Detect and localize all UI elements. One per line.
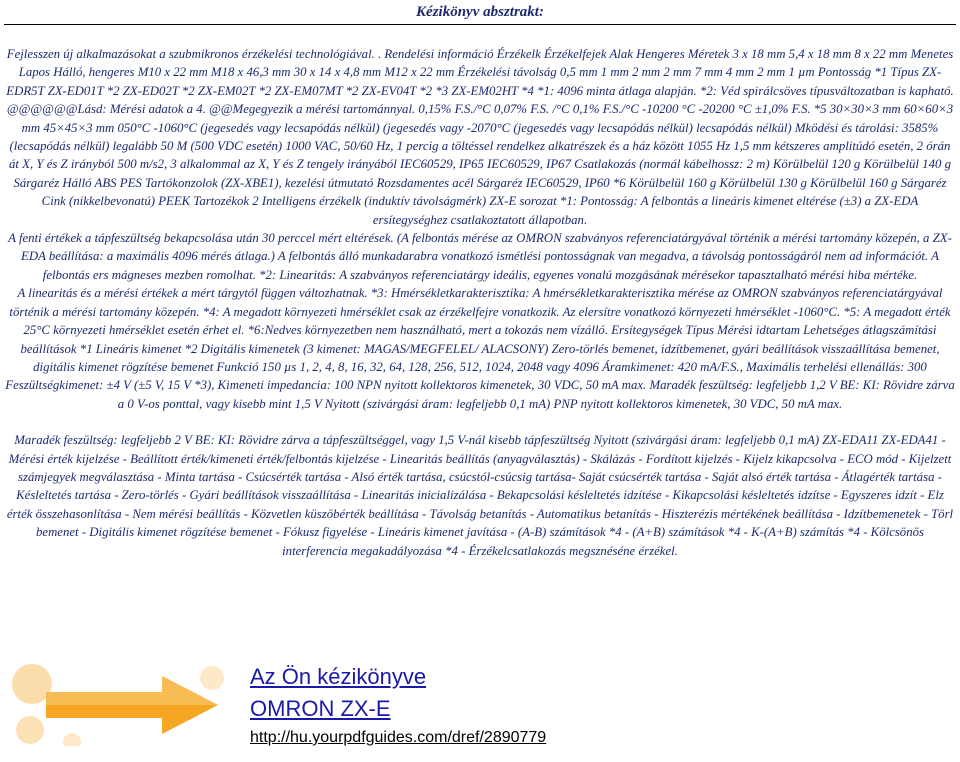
abstract-paragraph-2: A fenti értékek a tápfeszültség bekapcsolása után 30 perccel mért eltérések. (A felbontás mérése az OMRON szabványos referenciatárgyával történik a mérési tartomány közepén, a ZX-EDA beállítása: a maximális 4096 mérés átlaga.) A felbontás álló munkadarabra vonatkozó ismétlési pontosságnak van megadva, a távolság pontosságáról nem ad információt. A felbontás ers mágneses mezben romolhat. *2: Linearitás: A szabványos referenciatárgy ideális, egyenes vonalú mozgásának mérésekor tapasztalható mérési hiba mértéke.	[8, 231, 952, 282]
manual-link-product[interactable]: OMRON ZX-E	[250, 696, 391, 721]
title-divider	[4, 24, 956, 25]
manual-links	[250, 662, 546, 749]
manual-link-url[interactable]: http://hu.yourpdfguides.com/dref/2890779	[250, 729, 547, 746]
manual-page	[0, 3, 960, 762]
manual-link-title[interactable]: Az Ön kézikönyve	[250, 664, 427, 689]
guide-arrow-logo-icon	[12, 664, 238, 746]
abstract-paragraph-1: Fejlesszen új alkalmazásokat a szubmikronos érzékelési technológiával. . Rendelési információ Érzékelk Érzékelfejek Alak Hengeres Méretek 3 x 18 mm 5,4 x 18 mm 8 x 22 mm Menetes Lapos Hálló, hengeres M10 x 22 mm M18 x 46,3 mm 30 x 14 x 4,8 mm M12 x 22 mm Érzékelési távolság 0,5 mm 1 mm 2 mm 2 mm 7 mm 4 mm 2 mm 1 µm Pontosság *1 Típus ZX-EDR5T ZX-ED01T *2 ZX-ED02T *2 ZX-EM02T *2 ZX-EM07MT *2 ZX-EV04T *2 *3 ZX-EM02HT *4 *1: 4096 minta átlaga alapján. *2: Véd spirálcsöves típusváltozatban is kapható. @@@@@@Lásd: Mérési adatok a 4. @@Megegyezik a mérési tartománnyal. 0,15% F.S./°C 0,07% F.S. /°C 0,1% F.S./°C -10200 °C -20200 °C ±1,0% F.S. *5 30×30×3 mm 60×60×3 mm 45×45×3 mm 050°C -1060°C (jegesedés vagy lecsapódás nélkül) (jegesedés vagy -2070°C (jegesedés vagy lecsapódás nélkül) lecsapódás nélkül) Mködési és tárolási: 3585% (lecsapódás nélkül) legalább 50 M (500 VDC esetén) 1000 VAC, 50/60 Hz, 1 percig a töltéssel rendelkez alkatrészek és a ház között 1055 Hz 1,5 mm kétszeres amplitúdó esetén, 2 órán át X, Y és Z irányból 500 m/s2, 3 alkalommal az X, Y és Z tengely irányából IEC60529, IP65 IEC60529, IP67 Csatlakozás (normál kábelhossz: 2 m) Körülbelül 120 g Körülbelül 140 g Sárgaréz Hálló ABS PES Tartókonzolok (ZX-XBE1), kezelési útmutató Rozsdamentes acél Sárgaréz IEC60529, IP60 *6 Körülbelül 160 g Körülbelül 130 g Körülbelül 160 g Sárgaréz Cink (nikkelbevonatú) PEEK Tartozékok 2 Intelligens érzékelk (induktív távolságmérk) ZX-E sorozat *1: Pontosság: A felbontás a lineáris kimenet eltérése (±3) a ZX-EDA ersítegységhez csatlakoztatott állapotban.	[6, 47, 954, 227]
abstract-paragraph-3: A linearitás és a mérési értékek a mért tárgytól függen változhatnak. *3: Hmérsékletkarakterisztika: A hmérsékletkarakterisztika mérése az OMRON szabványos referenciatárgyával történik a mérési tartomány közepén. *4: A megadott környezeti hmérséklet csak az érzékelfejre vonatkozik. Az elersítre vonatkozó környezeti hmérséklet -1060°C. *5: A megadott érték 25°C környezeti hmérséklet esetén érhet el. *6:Nedves környezetben nem használható, mert a tokozás nem vízálló. Ersítegységek Típus Mérési idtartam Lehetséges átlagszámítási beállítások *1 Lineáris kimenet *2 Digitális kimenetek (3 kimenet: MAGAS/MEGFELEL/ ALACSONY) Zero-törlés bemenet, idzítbemenet, gyári beállítások visszaállítása bemenet, digitális kimenet rögzítése bemenet Funkció 150 µs 1, 2, 4, 8, 16, 32, 64, 128, 256, 512, 1024, 2048 vagy 4096 Áramkimenet: 420 mA/F.S., Maximális terhelési ellenállás: 300 Feszültségkimenet: ±4 V (±5 V, 15 V *3), Kimeneti impedancia: 100 NPN nyitott kollektoros kimenetek, 30 VDC, 50 mA max. Maradék feszültség: legfeljebb 1,2 V BE: KI: Rövidre zárva a 0 V-os ponttal, vagy kisebb mint 1,5 V Nyitott (szivárgási áram: legfeljebb 0,1 mA) PNP nyitott kollektoros kimenetek, 30 VDC, 50 mA max.	[5, 286, 955, 411]
abstract-paragraph-4: Maradék feszültség: legfeljebb 2 V BE: KI: Rövidre zárva a tápfeszültséggel, vagy 1,5 V-nál kisebb tápfeszültség Nyitott (szivárgási áram: legfeljebb 0,1 mA) ZX-EDA11 ZX-EDA41 - Mérési érték kijelzése - Beállított érték/kimeneti érték/felbontás kijelzése - Linearitás beállítás (anyagválasztás) - Skálázás - Fordított kijelzés - Kijelz kikapcsolva - ECO mód - Kijelzett számjegyek megválasztása - Minta tartása - Csúcsérték tartása - Alsó érték tartása, csúcstól-csúcsig tartása- Saját csúcsérték tartása - Saját alsó érték tartása - Átlagérték tartása - Késleltetés tartása - Zero-törlés - Gyári beállítások visszaállítása - Linearitás inicializálása - Bekapcsolási késleltetés idzítése - Kikapcsolási késleltetés idzítse - Egyszeres idzít - Elz érték összehasonlítása - Nem mérési beállítás - Közvetlen küszöbérték beállítása - Távolság betanítás - Automatikus betanítás - Hiszterézis mértékének beállítása - Idzítbemenetek - Törl bemenet - Digitális kimenet rögzítése bemenet - Fókusz figyelése - Lineáris kimenet javítása - (A-B) számítások *4 - (A+B) számítások *4 - K-(A+B) számítás *4 - Kölcsönös interferencia megakadályozása *4 - Érzékelcsatlakozás megsznéséne érzékel.	[6, 433, 954, 558]
footer-links-block	[10, 662, 610, 746]
abstract-body	[4, 45, 956, 560]
page-title: Kézikönyv absztrakt:	[416, 4, 544, 20]
